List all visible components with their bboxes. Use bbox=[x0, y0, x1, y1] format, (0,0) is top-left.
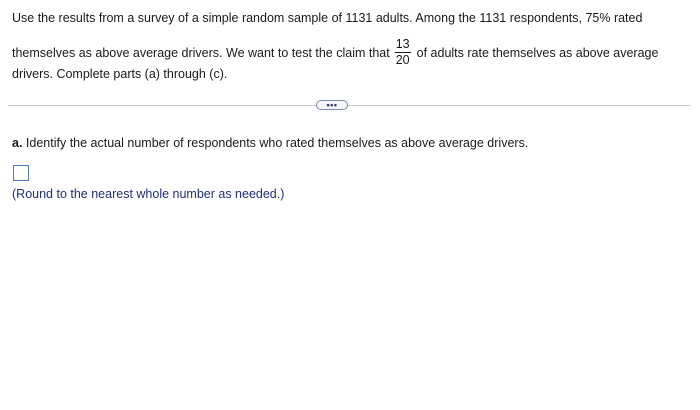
answer-input-box[interactable] bbox=[13, 165, 29, 181]
part-a-label: a. bbox=[12, 136, 23, 150]
problem-text-line-1: Use the results from a survey of a simple random sample of 1131 adults. Among the 1131 respondents, 75% rated bbox=[12, 11, 643, 25]
problem-text-line-3: drivers. Complete parts (a) through (c). bbox=[12, 67, 228, 81]
problem-text-after-fraction: of adults rate themselves as above average bbox=[416, 45, 659, 60]
fraction-denominator: 20 bbox=[395, 53, 410, 67]
problem-text-line-2 bbox=[12, 38, 658, 67]
claim-fraction bbox=[395, 38, 411, 67]
part-a-question bbox=[12, 135, 528, 151]
section-divider bbox=[8, 105, 690, 106]
rounding-hint: (Round to the nearest whole number as needed.) bbox=[12, 187, 285, 201]
problem-text-before-fraction: themselves as above average drivers. We want to test the claim that bbox=[12, 45, 390, 60]
expand-more-button[interactable]: ••• bbox=[316, 100, 348, 110]
fraction-numerator: 13 bbox=[395, 37, 410, 51]
part-a-question-text: Identify the actual number of respondents who rated themselves as above average drivers. bbox=[25, 136, 529, 150]
